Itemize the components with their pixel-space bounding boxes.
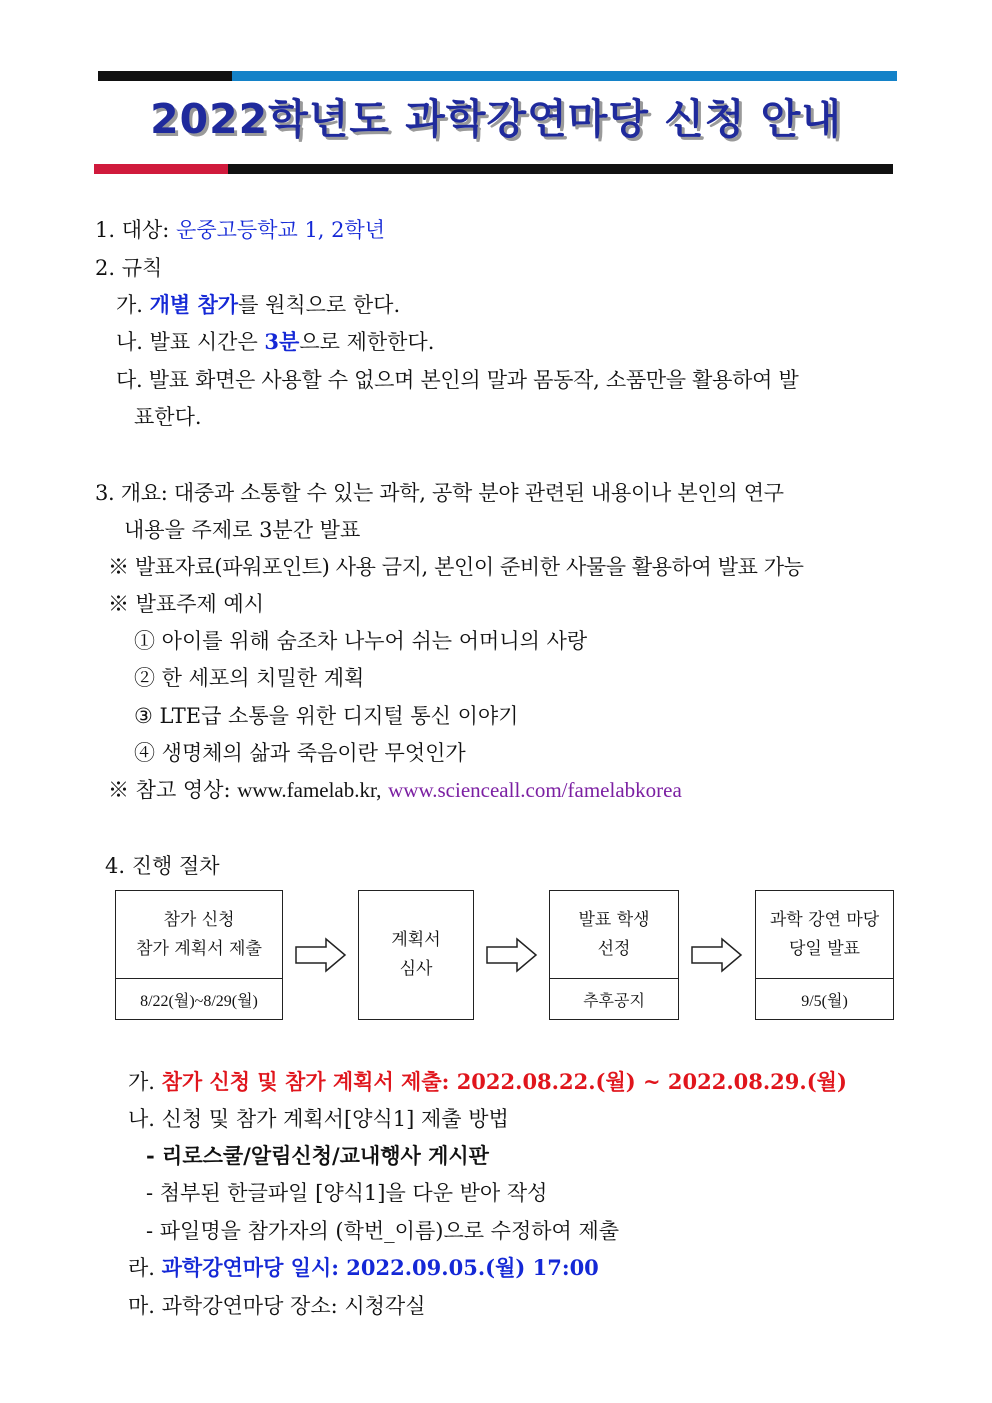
flow-step-select-line2: 선정 — [597, 938, 631, 959]
section2-item-ga-rest: 를 원칙으로 한다. — [238, 293, 401, 317]
section4-item-ma: 마. 과학강연마당 장소: 시청각실 — [128, 1294, 426, 1318]
flow-step-apply-line2: 참가 계획서 제출 — [136, 938, 262, 959]
flow-step-present — [755, 890, 894, 1020]
flow-step-review-line1: 계획서 — [391, 930, 441, 950]
section3-line1: 3. 개요: 대중과 소통할 수 있는 과학, 공학 분야 관련된 내용이나 본인의 연구 — [95, 481, 784, 505]
section3-line2: 내용을 주제로 3분간 발표 — [124, 518, 361, 542]
header-bar-dark-top — [98, 71, 232, 81]
flow-step-select — [549, 890, 679, 1020]
arrow-right-icon — [691, 937, 743, 973]
flow-step-present-date: 9/5(월) — [756, 978, 893, 1019]
flow-step-review-line2: 심사 — [399, 959, 433, 979]
section3-example-3: ③ LTE급 소통을 위한 디지털 통신 이야기 — [134, 704, 519, 728]
section2-item-na-prefix: 나. 발표 시간은 — [116, 330, 265, 354]
section2-item-da-line2: 표한다. — [134, 405, 202, 429]
section2-item-ga — [116, 291, 400, 319]
flow-step-select-line1: 발표 학생 — [578, 909, 650, 930]
flow-step-apply-date: 8/22(월)~8/29(월) — [116, 978, 282, 1019]
section2-item-na-rest: 으로 제한한다. — [299, 330, 435, 354]
section4-item-ra-prefix: 라. — [128, 1256, 162, 1280]
flow-step-present-line2: 당일 발표 — [788, 938, 861, 959]
arrow-right-icon — [295, 937, 347, 973]
arrow-right-icon — [486, 937, 538, 973]
section3-example-4: ④ 생명체의 삶과 죽음이란 무엇인가 — [134, 741, 466, 765]
section3-note1: ※ 발표자료(파워포인트) 사용 금지, 본인이 준비한 사물을 활용하여 발표 가능 — [108, 555, 804, 579]
section4-item-ra-text: 과학강연마당 일시: 2022.09.05.(월) 17:00 — [161, 1255, 599, 1280]
section1-target: 운중고등학교 1, 2학년 — [176, 218, 386, 242]
section2-item-na-bold: 3분 — [264, 329, 300, 354]
flow-step-apply-line1: 참가 신청 — [163, 909, 235, 930]
section2-item-ga-prefix: 가. — [116, 293, 150, 317]
section4-item-ga-text: 참가 신청 및 참가 계획서 제출: 2022.08.22.(월) ~ 2022.08.29.(월) — [161, 1069, 847, 1094]
section3-note2: ※ 발표주제 예시 — [108, 592, 265, 616]
section3-ref-prefix: ※ 참고 영상: — [108, 778, 238, 802]
scienceall-link[interactable]: www.scienceall.com/famelabkorea — [388, 778, 682, 802]
section2-heading: 2. 규칙 — [95, 256, 163, 280]
header-bar-blue-top — [232, 71, 897, 81]
section1-prefix: 1. 대상: — [95, 218, 177, 242]
flow-step-present-line1: 과학 강연 마당 — [769, 909, 880, 930]
section4-item-ga — [128, 1068, 847, 1096]
section3-example-1: ① 아이를 위해 숨조차 나누어 쉬는 어머니의 사랑 — [134, 629, 588, 653]
flow-step-review — [358, 890, 474, 1020]
section4-item-ga-prefix: 가. — [128, 1070, 162, 1094]
section4-sub3: - 파일명을 참가자의 (학번_이름)으로 수정하여 제출 — [146, 1219, 620, 1243]
header-bar-dark-bottom — [228, 164, 893, 174]
flow-step-select-date: 추후공지 — [550, 978, 678, 1019]
section2-item-na — [116, 328, 434, 356]
section2-item-ga-bold: 개별 참가 — [149, 292, 239, 317]
section4-heading: 4. 진행 절차 — [105, 854, 220, 878]
page-title: 2022학년도 과학강연마당 신청 안내 — [150, 95, 842, 143]
section4-sub2: - 첨부된 한글파일 [양식1]을 다운 받아 작성 — [146, 1181, 548, 1205]
section4-sub1: - 리로스쿨/알림신청/교내행사 게시판 — [146, 1143, 489, 1168]
section2-item-da-line1: 다. 발표 화면은 사용할 수 없으며 본인의 말과 몸동작, 소품만을 활용하여 발 — [116, 368, 799, 392]
famelab-link[interactable]: www.famelab.kr, — [237, 778, 382, 802]
section1-line — [95, 216, 385, 244]
section4-item-na: 나. 신청 및 참가 계획서[양식1] 제출 방법 — [128, 1107, 509, 1131]
section4-item-ra — [128, 1254, 599, 1282]
section3-example-2: ② 한 세포의 치밀한 계획 — [134, 666, 365, 690]
header-bar-red-bottom — [94, 164, 228, 174]
section3-reference — [108, 776, 682, 804]
flow-step-apply — [115, 890, 283, 1020]
